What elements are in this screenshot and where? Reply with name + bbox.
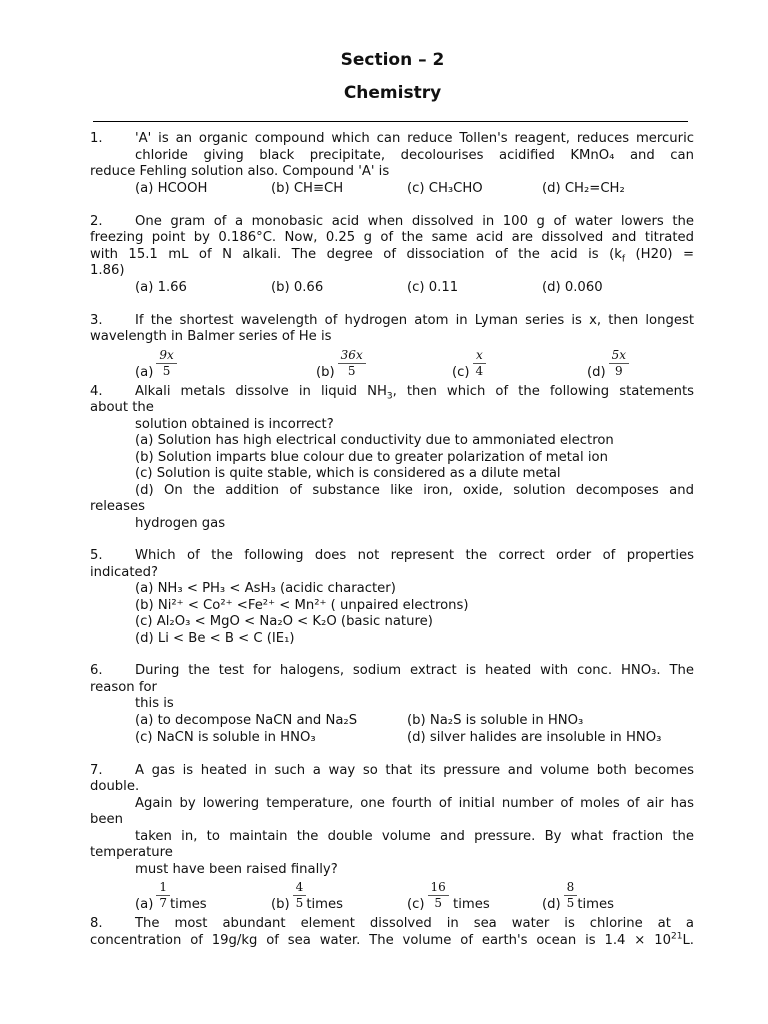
question-text: The most abundant element dissolved in sea water is chlorine at a <box>135 916 694 931</box>
denominator: 9 <box>615 363 623 378</box>
option-d[interactable]: (d) silver halides are insoluble in HNO₃ <box>407 729 662 745</box>
option-c[interactable] <box>407 880 490 914</box>
option-d[interactable] <box>587 348 629 382</box>
option-b[interactable]: (b) Solution imparts blue colour due to greater polarization of metal ion <box>135 449 608 465</box>
question-number: 4. <box>90 383 103 399</box>
option-c[interactable]: (c) 0.11 <box>407 279 459 295</box>
option-b[interactable] <box>271 880 343 914</box>
header-divider <box>93 121 688 122</box>
option-c[interactable]: (c) Al₂O₃ < MgO < Na₂O < K₂O (basic nature) <box>135 614 433 629</box>
question-text: , then which of the following statements <box>392 383 694 399</box>
subject-title: Chemistry <box>343 83 442 103</box>
options-row <box>90 280 694 297</box>
subscript: 3 <box>386 391 393 402</box>
option-a[interactable]: (a) HCOOH <box>135 180 208 196</box>
option-b[interactable] <box>316 348 366 382</box>
option-label: (c) <box>452 364 470 380</box>
question-text: been <box>90 812 123 827</box>
option-a[interactable]: (a) Solution has high electrical conductivity due to ammoniated electron <box>135 433 614 448</box>
option-d[interactable]: (d) 0.060 <box>542 279 603 295</box>
option-d-continued: releases <box>90 499 145 514</box>
option-label: (c) <box>407 897 425 912</box>
denominator: 4 <box>475 363 484 378</box>
numerator: 5x <box>609 348 629 364</box>
options-row <box>90 346 694 384</box>
option-a[interactable]: (a) NH₃ < PH₃ < AsH₃ (acidic character) <box>135 581 396 596</box>
fraction <box>338 348 366 379</box>
question-text: reason for <box>90 679 157 695</box>
numerator: x <box>473 348 487 364</box>
question-2 <box>90 214 694 297</box>
fraction <box>564 880 578 911</box>
question-text: reduce Fehling solution also. Compound 'A' is <box>90 164 390 179</box>
option-label: (a) <box>135 897 154 912</box>
question-5 <box>90 548 694 647</box>
question-number: 3. <box>90 312 103 328</box>
question-3 <box>90 313 694 384</box>
question-text: about the <box>90 400 154 415</box>
question-text: One gram of a monobasic acid when dissolved in 100 g of water lowers the <box>135 213 694 229</box>
question-number: 2. <box>90 213 103 229</box>
question-6 <box>90 663 694 747</box>
fraction <box>473 348 487 379</box>
denominator: 5 <box>162 363 171 378</box>
question-text: Again by lowering temperature, one fourth of initial number of moles of air has <box>135 795 694 811</box>
option-c[interactable]: (c) CH₃CHO <box>407 180 483 196</box>
option-a[interactable] <box>135 880 207 914</box>
question-text: L. <box>682 932 694 948</box>
options-row <box>90 878 694 916</box>
denominator: 5 <box>295 896 304 910</box>
question-number: 1. <box>90 131 103 146</box>
options-row <box>90 730 694 747</box>
options-row <box>90 181 694 198</box>
question-number: 6. <box>90 663 103 678</box>
denominator: 5 <box>434 896 442 910</box>
question-text: must have been raised finally? <box>135 861 338 877</box>
superscript: 21 <box>671 931 683 942</box>
option-c[interactable]: (c) NaCN is soluble in HNO₃ <box>135 729 316 745</box>
option-b[interactable]: (b) Ni²⁺ < Co²⁺ <Fe²⁺ < Mn²⁺ ( unpaired electrons) <box>135 597 469 613</box>
question-text: freezing point by 0.186°C. Now, 0.25 g of the same acid are dissolved and titrated <box>90 230 694 245</box>
options-row <box>90 713 694 730</box>
question-text: If the shortest wavelength of hydrogen atom in Lyman series is x, then longest <box>135 312 694 328</box>
fraction <box>293 880 307 911</box>
question-text: Which of the following does not represent the correct order of properties <box>135 548 694 563</box>
numerator: 36x <box>338 348 366 364</box>
option-d[interactable]: (d) Li < Be < B < C (IE₁) <box>135 630 295 646</box>
subscript: f <box>621 254 626 265</box>
question-text: During the test for halogens, sodium extract is heated with conc. HNO₃. The <box>135 663 694 678</box>
question-number: 7. <box>90 762 103 778</box>
option-c[interactable]: (c) Solution is quite stable, which is considered as a dilute metal <box>135 466 561 481</box>
option-suffix: times <box>577 897 614 912</box>
fraction <box>156 880 170 911</box>
question-text: 1.86) <box>90 263 125 278</box>
option-a[interactable]: (a) 1.66 <box>135 279 187 295</box>
option-b[interactable]: (b) 0.66 <box>271 279 324 295</box>
option-d[interactable] <box>542 880 614 914</box>
numerator: 8 <box>564 880 578 896</box>
denominator: 5 <box>566 896 575 910</box>
numerator: 4 <box>293 880 307 896</box>
option-a[interactable]: (a) to decompose NaCN and Na₂S <box>135 712 358 728</box>
denominator: 7 <box>159 896 168 910</box>
option-label: (b) <box>271 897 290 912</box>
option-suffix: times <box>306 897 343 912</box>
numerator: 1 <box>156 880 170 896</box>
option-d-continued: hydrogen gas <box>135 515 226 531</box>
question-number: 5. <box>90 548 103 563</box>
question-text: 'A' is an organic compound which can reduce Tollen's reagent, reduces mercuric <box>135 131 694 146</box>
question-text: chloride giving black precipitate, decolourises acidified KMnO₄ and can <box>135 147 694 163</box>
option-label: (d) <box>542 897 561 912</box>
question-list <box>90 131 694 965</box>
option-d[interactable]: (d) On the addition of substance like iron, oxide, solution decomposes and <box>135 482 694 498</box>
option-b[interactable]: (b) CH≡CH <box>271 180 344 196</box>
denominator: 5 <box>347 363 356 378</box>
question-8 <box>90 916 694 949</box>
numerator: 9x <box>156 348 176 364</box>
fraction <box>428 880 449 911</box>
option-label: (a) <box>135 364 154 380</box>
question-7 <box>90 763 694 917</box>
question-1 <box>90 131 694 198</box>
option-label: (d) <box>587 364 606 380</box>
question-text: double. <box>90 779 140 794</box>
question-number: 8. <box>90 916 103 931</box>
question-text: (H20) = <box>625 246 695 262</box>
fraction <box>156 348 176 379</box>
question-text: A gas is heated in such a way so that its pressure and volume both becomes <box>135 762 694 778</box>
question-text: solution obtained is incorrect? <box>135 416 334 432</box>
question-text: concentration of 19g/kg of sea water. The volume of earth's ocean is 1.4 × 10 <box>90 932 671 948</box>
option-c[interactable] <box>452 348 486 382</box>
option-suffix: times <box>170 897 207 912</box>
option-d[interactable]: (d) CH₂=CH₂ <box>542 180 625 196</box>
numerator: 16 <box>428 880 449 896</box>
option-a[interactable] <box>135 348 177 382</box>
question-4 <box>90 384 694 533</box>
question-text: taken in, to maintain the double volume and pressure. By what fraction the <box>135 828 694 844</box>
fraction <box>609 348 629 379</box>
option-suffix: times <box>448 897 490 912</box>
question-text: Alkali metals dissolve in liquid NH <box>135 383 387 399</box>
question-text: temperature <box>90 845 173 860</box>
option-b[interactable]: (b) Na₂S is soluble in HNO₃ <box>407 712 584 728</box>
option-label: (b) <box>316 364 335 380</box>
question-text: wavelength in Balmer series of He is <box>90 329 332 344</box>
section-title: Section – 2 <box>340 50 445 70</box>
question-text: with 15.1 mL of N alkali. The degree of dissociation of the acid is (k <box>90 246 622 262</box>
question-text: indicated? <box>90 564 159 580</box>
question-text: this is <box>135 696 174 711</box>
